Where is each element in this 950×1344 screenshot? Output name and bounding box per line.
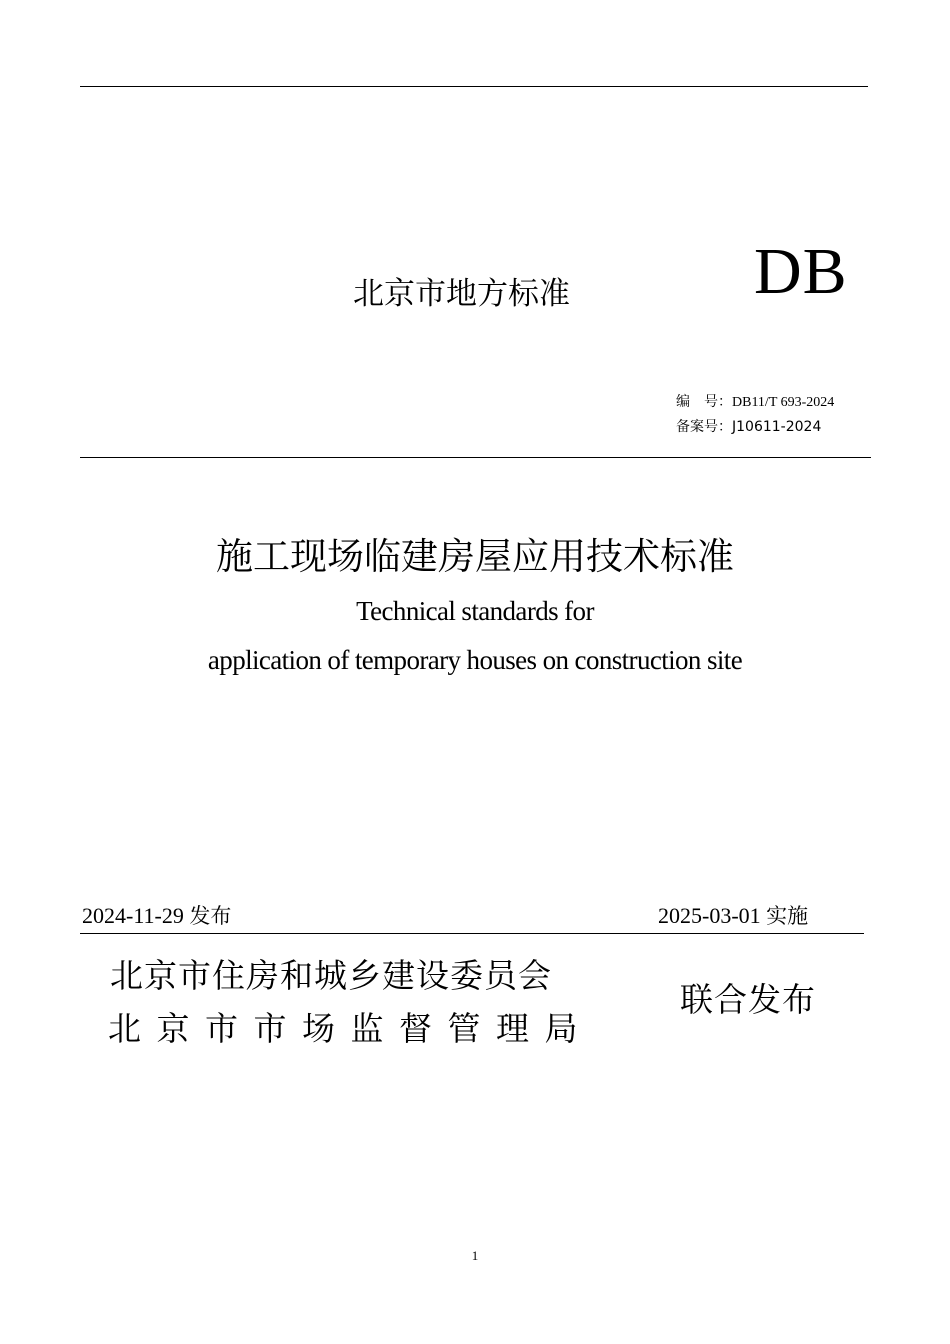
joint-release-label: 联合发布 (680, 980, 816, 1019)
top-rule (80, 86, 868, 87)
standard-number-value: DB11/T 693-2024 (732, 395, 835, 410)
db-logo: DB (754, 235, 848, 308)
filing-number-value: J10611-2024 (732, 419, 822, 435)
middle-rule (80, 457, 871, 458)
standard-number (676, 391, 834, 411)
title-english-line1: Technical standards for (356, 596, 594, 626)
effective-date (658, 900, 808, 930)
page-number: 1 (471, 1248, 479, 1263)
bottom-rule (80, 933, 864, 934)
title-english-line2: application of temporary houses on construction site (207, 645, 743, 675)
issuer-housing-commission: 北京市住房和城乡建设委员会 (110, 956, 552, 995)
filing-number-label: 备案号： (676, 419, 732, 435)
effective-date-value: 2025-03-01 (658, 903, 761, 928)
filing-number (676, 416, 821, 436)
release-label: 发布 (189, 904, 232, 928)
standard-category: 北京市地方标准 (353, 276, 570, 312)
effective-label: 实施 (766, 904, 809, 928)
standard-number-label: 编 号： (676, 394, 732, 410)
title-chinese: 施工现场临建房屋应用技术标准 (216, 535, 734, 578)
release-date-value: 2024-11-29 (82, 903, 184, 928)
release-date (82, 900, 231, 930)
issuer-market-regulation: 北京市市场监督管理局 (108, 1009, 593, 1048)
